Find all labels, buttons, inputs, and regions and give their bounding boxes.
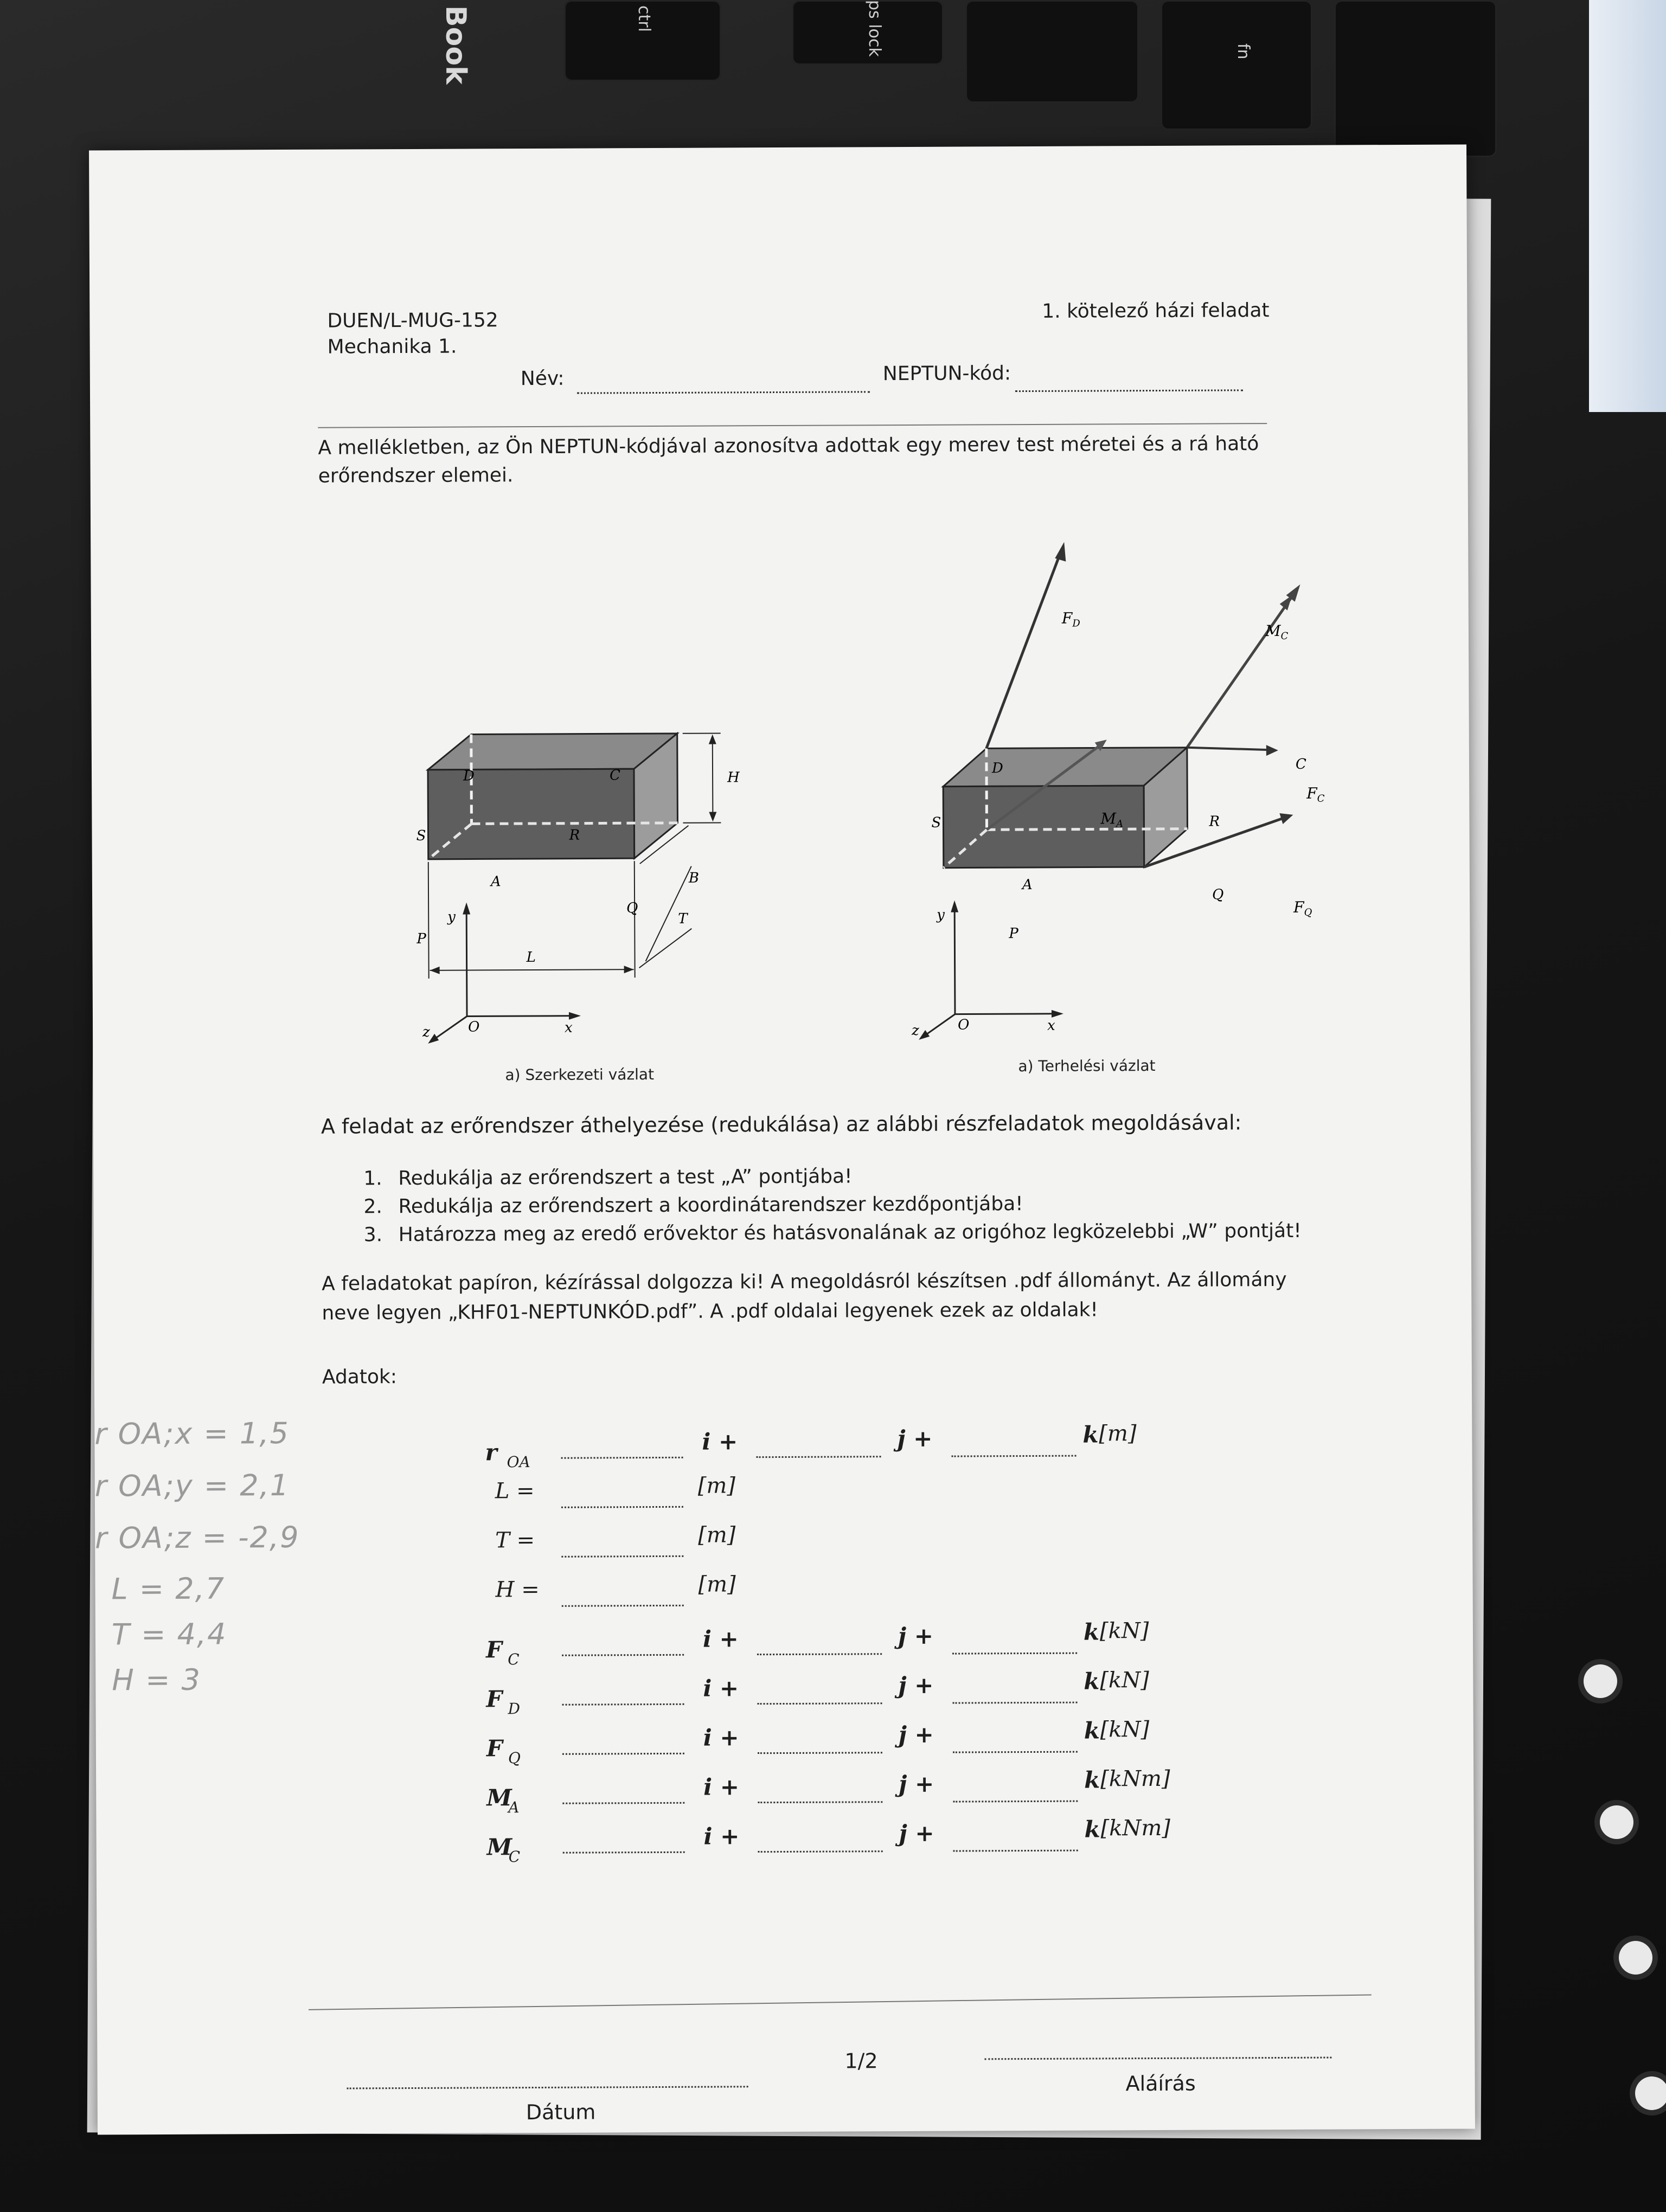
label-A: A xyxy=(490,873,501,890)
unit-label: [kNm] xyxy=(1100,1766,1170,1792)
k-component-field[interactable] xyxy=(953,1751,1078,1753)
handwritten-roa-y: r OA;y = 2,1 xyxy=(94,1468,290,1503)
j-unit-label: j + xyxy=(898,1622,934,1650)
task-number: 3. xyxy=(363,1224,383,1246)
data-symbol: F xyxy=(486,1735,503,1762)
label-O: O xyxy=(468,1019,480,1036)
course-name: Mechanika 1. xyxy=(327,335,457,358)
task-number: 1. xyxy=(363,1167,382,1190)
svg-text:O: O xyxy=(958,1017,970,1033)
svg-text:D: D xyxy=(991,760,1003,777)
side-button xyxy=(1635,2076,1666,2110)
key-row xyxy=(965,0,1139,103)
task-number: 2. xyxy=(363,1195,382,1218)
k-component-field[interactable] xyxy=(952,1652,1077,1655)
j-component-field[interactable] xyxy=(757,1653,882,1655)
svg-text:FC: $F_C$ xyxy=(1306,784,1325,805)
caption-load: a) Terhelési vázlat xyxy=(1018,1056,1156,1076)
j-component-field[interactable] xyxy=(758,1801,882,1803)
svg-text:P: P xyxy=(1009,925,1018,942)
k-component-field[interactable] xyxy=(953,1801,1078,1803)
data-symbol: T = xyxy=(495,1527,535,1553)
j-unit-label: j + xyxy=(899,1819,934,1847)
signature-field[interactable] xyxy=(984,2057,1331,2060)
handwritten-L: L = 2,7 xyxy=(111,1571,226,1606)
k-unit-label: k xyxy=(1084,1717,1100,1744)
j-component-field[interactable] xyxy=(758,1850,883,1853)
j-unit-label: j + xyxy=(898,1721,934,1748)
assignment-sheet xyxy=(89,144,1475,2134)
task-item-1: Redukálja az erőrendszert a test „A” pontjába! xyxy=(398,1165,853,1190)
header-divider xyxy=(318,423,1267,428)
k-unit-label: k xyxy=(1084,1816,1100,1843)
neptun-label: NEPTUN-kód: xyxy=(882,362,1011,385)
label-H: H xyxy=(727,769,740,786)
data-symbol: L = xyxy=(495,1478,535,1504)
key-row xyxy=(1334,0,1497,157)
label-D: D xyxy=(463,768,475,785)
k-component-field[interactable] xyxy=(953,1702,1078,1704)
value-field[interactable] xyxy=(561,1555,683,1558)
caption-structural: a) Szerkezeti vázlat xyxy=(505,1065,655,1084)
svg-text:x: x xyxy=(1047,1017,1055,1034)
label-Q: Q xyxy=(626,900,638,917)
intro-line-2: erőrendszer elemei. xyxy=(318,464,514,487)
data-symbol-subscript: OA xyxy=(507,1453,530,1471)
i-unit-label: i + xyxy=(703,1773,740,1801)
unit-label: [kNm] xyxy=(1100,1815,1171,1841)
data-title: Adatok: xyxy=(322,1366,398,1388)
svg-text:y: y xyxy=(937,906,945,923)
i-unit-label: i + xyxy=(702,1428,738,1455)
label-T: T xyxy=(678,910,688,927)
svg-text:R: R xyxy=(1209,813,1220,830)
k-unit-label: k xyxy=(1084,1668,1100,1695)
side-button xyxy=(1619,1941,1652,1975)
date-label: Dátum xyxy=(526,2100,596,2125)
svg-text:MC: $M_C$ xyxy=(1265,621,1289,642)
k-unit-label: k xyxy=(1083,1618,1100,1645)
i-component-field[interactable] xyxy=(562,1654,684,1656)
name-label: Név: xyxy=(520,367,565,390)
j-component-field[interactable] xyxy=(758,1752,882,1754)
i-component-field[interactable] xyxy=(562,1753,684,1755)
i-unit-label: i + xyxy=(703,1675,739,1702)
handwritten-H: H = 3 xyxy=(112,1662,202,1697)
instructions-line-1: A feladatokat papíron, kézírással dolgozza ki! A megoldásról készítsen .pdf állományt. Az állomány xyxy=(322,1268,1287,1295)
task-item-3: Határozza meg az eredő erővektor és hatásvonalának az origóhoz legközelebbi „W” pontját! xyxy=(398,1219,1302,1246)
unit-label: [m] xyxy=(697,1473,736,1499)
background-document xyxy=(1589,0,1666,412)
unit-label: [kN] xyxy=(1099,1618,1149,1644)
j-unit-label: j + xyxy=(897,1425,933,1452)
data-symbol: F xyxy=(486,1686,503,1713)
k-unit-label: k xyxy=(1084,1766,1100,1793)
value-field[interactable] xyxy=(562,1605,684,1607)
j-component-field[interactable] xyxy=(758,1702,882,1705)
data-symbol-subscript: C xyxy=(508,1650,520,1669)
data-symbol: r xyxy=(485,1439,497,1466)
j-component-field[interactable] xyxy=(757,1456,881,1458)
i-component-field[interactable] xyxy=(563,1851,685,1854)
data-symbol-subscript: D xyxy=(508,1700,521,1718)
data-symbol: H = xyxy=(495,1577,540,1603)
label-P: P xyxy=(416,930,426,947)
signature-label: Aláírás xyxy=(1125,2071,1196,2096)
label-C: C xyxy=(610,767,621,784)
k-unit-label: k xyxy=(1082,1421,1099,1448)
svg-text:S: S xyxy=(931,814,941,831)
key-ctrl: ctrl xyxy=(564,0,721,81)
instructions-line-2: neve legyen „KHF01-NEPTUNKÓD.pdf”. A .pdf oldalai legyenek ezek az oldalak! xyxy=(322,1298,1098,1324)
svg-text:FD: $F_D$ xyxy=(1061,609,1080,629)
laptop-brand: Book xyxy=(439,5,472,85)
data-symbol: M xyxy=(486,1834,512,1861)
footer-divider xyxy=(309,1994,1372,2010)
handwritten-roa-z: r OA;z = -2,9 xyxy=(95,1520,300,1555)
unit-label: [m] xyxy=(698,1572,736,1597)
side-button xyxy=(1600,1805,1633,1839)
svg-text:z: z xyxy=(912,1022,919,1039)
i-component-field[interactable] xyxy=(561,1457,683,1459)
j-unit-label: j + xyxy=(898,1671,934,1699)
name-field[interactable] xyxy=(577,391,870,394)
task-item-2: Redukálja az erőrendszert a koordinátarendszer kezdőpontjába! xyxy=(398,1193,1023,1218)
value-field[interactable] xyxy=(561,1506,683,1508)
data-symbol: F xyxy=(485,1636,503,1663)
key-caps-lock: ps lock xyxy=(792,0,944,65)
i-component-field[interactable] xyxy=(562,1703,684,1706)
data-symbol-subscript: A xyxy=(508,1798,520,1817)
intro-line-1: A mellékletben, az Ön NEPTUN-kódjával azonosítva adottak egy merev test méretei és a rá ható xyxy=(318,433,1259,459)
key-row: fn xyxy=(1161,0,1312,130)
unit-label: [kN] xyxy=(1100,1668,1149,1693)
course-code: DUEN/L-MUG-152 xyxy=(327,309,498,332)
svg-text:FQ: $F_Q$ xyxy=(1293,898,1312,918)
label-R: R xyxy=(569,827,580,844)
box-front-face xyxy=(428,769,635,859)
k-component-field[interactable] xyxy=(952,1455,1077,1457)
handwritten-roa-x: r OA;x = 1,5 xyxy=(94,1416,290,1451)
svg-text:C: C xyxy=(1295,756,1306,773)
label-z: z xyxy=(422,1024,430,1040)
unit-label: [m] xyxy=(1099,1421,1137,1446)
j-unit-label: j + xyxy=(899,1770,934,1798)
date-field[interactable] xyxy=(347,2086,748,2089)
figure-load-sketch xyxy=(806,513,1351,1047)
task-intro: A feladat az erőrendszer áthelyezése (redukálása) az alábbi részfeladatok megoldásával: xyxy=(321,1110,1242,1139)
svg-text:A: A xyxy=(1022,876,1033,893)
i-component-field[interactable] xyxy=(562,1802,684,1804)
figure-structural-sketch xyxy=(307,560,798,1050)
unit-label: [kN] xyxy=(1100,1717,1150,1742)
i-unit-label: i + xyxy=(702,1625,739,1652)
data-symbol-subscript: C xyxy=(508,1848,521,1866)
i-unit-label: i + xyxy=(703,1823,740,1850)
data-symbol: M xyxy=(486,1784,512,1811)
k-component-field[interactable] xyxy=(953,1850,1078,1852)
label-y: y xyxy=(447,909,456,925)
svg-text:Q: Q xyxy=(1212,886,1224,903)
data-symbol-subscript: Q xyxy=(508,1749,521,1767)
label-x: x xyxy=(565,1019,573,1036)
svg-text:MA: $M_A$ xyxy=(1100,809,1124,830)
label-L: L xyxy=(526,949,536,966)
page-number: 1/2 xyxy=(844,2049,878,2073)
label-S: S xyxy=(416,827,426,844)
handwritten-T: T = 4,4 xyxy=(111,1617,227,1652)
i-unit-label: i + xyxy=(703,1724,739,1751)
task-title: 1. kötelező házi feladat xyxy=(1042,299,1270,323)
side-button xyxy=(1584,1664,1617,1698)
label-B: B xyxy=(688,870,700,886)
neptun-field[interactable] xyxy=(1015,389,1243,392)
unit-label: [m] xyxy=(698,1522,736,1548)
